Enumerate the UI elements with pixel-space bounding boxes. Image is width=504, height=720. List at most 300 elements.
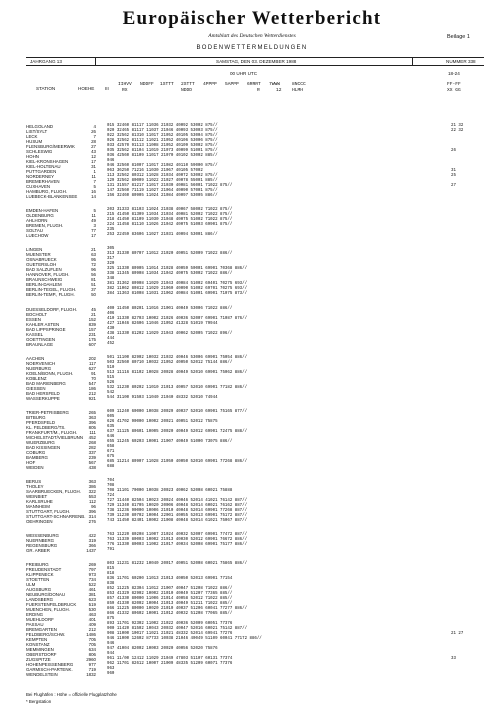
- station-data: 708: [107, 484, 115, 488]
- station-height: 977: [88, 662, 96, 667]
- station-name: MICHELSTADT/VIELBRUNN: [26, 435, 84, 440]
- station-data: 427 11046 82606 11046 21052 41328 51019 79944: [107, 322, 218, 326]
- station-data: 026 32562 81112 11021 21052 40106 53006 875//: [107, 139, 218, 143]
- station-height: 91: [91, 371, 96, 376]
- station-data: 908 11000 10017 11021 21021 48332 52014 69941 77276: [107, 632, 233, 636]
- station-height: 5: [93, 184, 96, 189]
- table-row: [0, 519, 504, 524]
- station-data: 626 41702 90000 10002 20021 40051 52012 75875: [107, 420, 218, 424]
- station-data: 944: [107, 652, 115, 656]
- station-name: BREMEN, FLUGH.: [26, 223, 64, 228]
- station-name: DUESSELDORF, FLUGH.: [26, 307, 77, 312]
- station-name: OSNABRUECK: [26, 257, 57, 262]
- station-height: 157: [88, 327, 96, 332]
- report-number: NUMMER 338: [446, 58, 476, 64]
- station-height: 7: [93, 179, 96, 184]
- station-height: 530: [88, 607, 96, 612]
- station-data: 147 32560 71119 11027 21064 40090 57001 875//: [107, 189, 218, 193]
- station-name: KLIPPENECK: [26, 572, 54, 577]
- station-data: 313 31330 80707 11012 21020 40051 52009 71022 886//: [107, 252, 233, 256]
- station-height: 805: [88, 425, 96, 430]
- station-height: 239: [88, 455, 96, 460]
- station-name: KONSTANZ: [26, 642, 50, 647]
- station-data: 444: [107, 337, 115, 341]
- station-data: 961 11/00 12412 11029 21049 47803 51107 60131 77374: [107, 657, 233, 661]
- col-xxgg: XX GG: [447, 88, 461, 93]
- station-height: 1486: [86, 632, 96, 637]
- station-data: 338 11345 80908 11034 21042 40075 53002 71022 886//: [107, 272, 233, 276]
- station-name: STUTTGART, FLUGH.: [26, 509, 71, 514]
- station-name: SOLTAU: [26, 228, 43, 233]
- station-name: WEINBIET: [26, 494, 48, 499]
- station-data: 946 11000 12602 87733 10038 21046 40049 51109 60041 77172 886//: [107, 637, 262, 641]
- station-height: 186: [88, 386, 96, 391]
- station-name: WUERZBURG: [26, 440, 55, 445]
- station-name: PUTTGARDEN: [26, 169, 57, 174]
- station-name: STOETTEN: [26, 577, 50, 582]
- station-height: 1832: [86, 672, 96, 677]
- station-data: 609 11240 60000 10038 20029 40037 52010 69901 75165 877//: [107, 410, 248, 414]
- station-height: 634: [88, 647, 96, 652]
- station-data: 857 41330 80000 11006 21014 40058 52012 71022 885//: [107, 597, 233, 601]
- station-height: 212: [88, 391, 96, 396]
- station-data: 381 31362 80908 11029 21043 40084 51002 69401 70275 693//: [107, 282, 248, 286]
- station-name: SCHLESWIG: [26, 149, 53, 154]
- station-data: 113 32562 80312 11028 21034 40072 53002 875//: [107, 174, 218, 178]
- station-data: 305: [107, 247, 115, 251]
- station-data: 410 11330 82703 10002 21026 40036 52007 69901 71087 876//: [107, 317, 248, 321]
- col-nddff: NDDFF: [140, 82, 154, 87]
- station-height: 705: [88, 637, 96, 642]
- station-name: OLDENBURG: [26, 213, 54, 218]
- station-name: HANNOVER, FLUGH.: [26, 272, 70, 277]
- station-height: 607: [88, 342, 96, 347]
- station-height: 17: [91, 233, 96, 238]
- station-height: 45: [91, 307, 96, 312]
- station-height: 463: [88, 612, 96, 617]
- station-data: 218 41450 81109 11030 21048 40075 51002 71022 875//: [107, 218, 233, 222]
- station-data: 215 41450 81309 11034 21034 40081 52002 71022 875//: [107, 213, 233, 217]
- station-data: 866 41332 80602 10001 21012 40032 51208 77065 885//: [107, 612, 233, 616]
- time-header-2: 18-24: [448, 71, 460, 76]
- station-name: KAHLER ASTEN: [26, 322, 60, 327]
- station-height: 553: [88, 494, 96, 499]
- col-2sttt: 2STTT: [181, 82, 195, 87]
- station-name: SAARBRUECKEN, FLUGH.: [26, 489, 81, 494]
- station-data: 675: [107, 455, 115, 459]
- table-row: [0, 342, 504, 347]
- col-iii: III: [105, 86, 109, 91]
- station-name: FELDBERG/SCHW.: [26, 632, 66, 637]
- station-height: 567: [88, 460, 96, 465]
- station-height: 37: [91, 287, 96, 292]
- station-name: NUERNBERG: [26, 538, 55, 543]
- col-rx: RX: [122, 88, 128, 93]
- col-5appp: 5APPP: [225, 82, 239, 87]
- footnote-airports: Bei Flughäfen : Höhe = offizielle Flugplatzhöhe: [26, 692, 117, 697]
- station-data: 818: [107, 572, 115, 576]
- station-name: NORDERNEY: [26, 174, 55, 179]
- station-name: REGENSBURG: [26, 543, 58, 548]
- station-height: 231: [88, 332, 96, 337]
- col-nddd: NDDD: [181, 88, 193, 93]
- station-data: 022 32562 81310 11017 21052 40105 53004 875//: [107, 134, 218, 138]
- station-data: 033 42570 91113 11008 21052 40109 53002 875//: [107, 144, 218, 148]
- station-name: COBURG: [26, 450, 46, 455]
- station-height: 319: [88, 538, 96, 543]
- station-extra: 21 27: [451, 632, 464, 636]
- station-data: 671: [107, 450, 115, 454]
- station-name: LIST/SYLT: [26, 129, 48, 134]
- station-name: LANDSBERG: [26, 597, 54, 602]
- station-extra: 22 32: [451, 129, 464, 133]
- table-row: [0, 396, 504, 401]
- station-data: 452: [107, 342, 115, 346]
- station-name: ULM: [26, 582, 36, 587]
- station-name: AACHEN: [26, 356, 45, 361]
- station-height: 77: [91, 228, 96, 233]
- station-height: 111: [89, 430, 96, 435]
- station-data: 430: [107, 327, 115, 331]
- station-height: 50: [91, 292, 96, 297]
- station-name: KIEL-KRONSHAGEN: [26, 159, 69, 164]
- station-name: LECK: [26, 134, 38, 139]
- station-height: 547: [88, 381, 96, 386]
- footnote-mountain: * Bergstation: [26, 699, 52, 704]
- station-data: 637 11125 80601 10005 20020 40049 52012 69901 72475 888//: [107, 430, 248, 434]
- station-height: 11: [91, 174, 96, 179]
- station-name: BERLIN-DAHLEM: [26, 282, 62, 287]
- station-height: 63: [91, 252, 96, 257]
- col-4pppp: 4PPPP: [203, 82, 217, 87]
- station-data: 515: [107, 376, 115, 380]
- station-data: 224 11458 81110 11026 21042 40075 51003 69901 875//: [107, 223, 233, 227]
- station-height: 623: [88, 597, 96, 602]
- station-data: 743 11450 82401 10002 21008 40048 52014 61021 75067 887//: [107, 519, 248, 523]
- station-name: WENDELSTEIN: [26, 672, 58, 677]
- station-name: OEHRINGEN: [26, 519, 53, 524]
- station-height: 396: [88, 420, 96, 425]
- station-name: HUSUM: [26, 139, 43, 144]
- station-height: 627: [88, 366, 96, 371]
- station-data: 963: [107, 667, 115, 671]
- station-name: FUERSTENFELDBRUCK: [26, 602, 77, 607]
- station-height: 276: [88, 519, 96, 524]
- station-data: 685 11214 80907 11028 21050 40050 52010 69901 77268 886//: [107, 460, 248, 464]
- station-data: 131 31557 81217 11017 21030 40081 56001 71022 875//: [107, 184, 233, 188]
- station-name: BRAUNSCHWEIG: [26, 277, 63, 282]
- station-data: 035 32562 81104 11019 21073 40099 51001 875//: [107, 149, 218, 153]
- station-name: KASSEL: [26, 332, 44, 337]
- station-height: 7: [93, 134, 96, 139]
- station-data: 544 31100 91503 11040 21040 48332 52010 74944: [107, 396, 218, 400]
- station-height: 72: [91, 262, 96, 267]
- station-extra: 26: [451, 149, 456, 153]
- station-height: 3: [93, 223, 96, 228]
- station-height: 202: [88, 356, 96, 361]
- station-name: BAD KISSINGEN: [26, 445, 61, 450]
- station-name: MUENSTER: [26, 252, 51, 257]
- station-height: 839: [88, 322, 96, 327]
- station-height: 734: [88, 577, 96, 582]
- station-height: 96: [91, 267, 96, 272]
- station-data: 893 11701 92302 11002 21022 40036 52009 60051 77376: [107, 622, 233, 626]
- station-data: 946: [107, 642, 115, 646]
- table-row: [0, 194, 504, 199]
- table-row: [0, 548, 504, 553]
- station-data: 036 42560 81109 11017 21070 40102 53002 885//: [107, 154, 218, 158]
- station-height: 409: [88, 622, 96, 627]
- station-name: GIESSEN: [26, 386, 46, 391]
- station-height: 438: [88, 465, 96, 470]
- station-name: FRANKFURT/M., FLUGH.: [26, 430, 78, 435]
- station-name: AUGSBURG: [26, 587, 52, 592]
- station-name: OBERSTDORF: [26, 652, 57, 657]
- station-height: 152: [88, 317, 96, 322]
- station-data: 853 41329 82902 10002 21010 40049 51207 77365 885//: [107, 592, 233, 596]
- station-height: 21: [91, 247, 96, 252]
- station-data: 253 22459 83606 11027 21031 40094 53001 886//: [107, 233, 218, 237]
- station-data: 235: [107, 228, 115, 232]
- station-name: KOELN/BONN, FLUGH.: [26, 371, 74, 376]
- station-name: BAD SALZUFLEN: [26, 267, 62, 272]
- station-height: 452: [88, 435, 96, 440]
- station-name: FREUDENSTADT: [26, 567, 62, 572]
- col-6rrrt: 6RRRT: [247, 82, 261, 87]
- station-height: 401: [88, 617, 96, 622]
- table-row: [0, 465, 504, 470]
- table-row: [0, 672, 504, 677]
- station-height: 81: [91, 277, 96, 282]
- page-title: Europäischer Wetterbericht: [122, 8, 382, 29]
- station-height: 386: [88, 484, 96, 489]
- station-name: WEIDEN: [26, 465, 44, 470]
- station-name: AHLHORN: [26, 218, 48, 223]
- station-height: 49: [91, 218, 96, 223]
- station-height: 96: [91, 504, 96, 509]
- station-name: FREIBURG: [26, 562, 49, 567]
- station-height: 17: [91, 159, 96, 164]
- section-title: BODENWETTERMELDUNGEN: [196, 45, 308, 51]
- station-name: BAMBERG: [26, 455, 48, 460]
- info-divider-2: [412, 57, 413, 65]
- station-height: 21: [91, 312, 96, 317]
- report-date: SAMSTAG, DEN 03. DEZEMBER 1988: [216, 58, 297, 64]
- station-name: HOHN: [26, 154, 39, 159]
- station-extra: 21 32: [451, 124, 464, 128]
- station-name: WEISSENBURG: [26, 533, 59, 538]
- station-height: 16: [91, 189, 96, 194]
- station-data: 724: [107, 494, 115, 498]
- station-data: 015 32460 81117 11036 21032 40092 53002 875//: [107, 124, 218, 128]
- station-name: BAD HERSFELD: [26, 391, 60, 396]
- station-height: 27: [91, 144, 96, 149]
- station-name: ZUGSPITZE: [26, 657, 51, 662]
- station-name: BITBURG: [26, 415, 46, 420]
- station-data: 900 11420 81502 10043 20032 40047 52016 60021 75142 887//: [107, 627, 248, 631]
- station-name: GOETTINGEN: [26, 337, 56, 342]
- station-data: 526: [107, 381, 115, 385]
- station-data: 129 32562 80009 11022 21027 40078 55001 885//: [107, 179, 218, 183]
- station-name: PASSAU: [26, 622, 44, 627]
- station-data: 317: [107, 257, 115, 261]
- station-name: LUECHOW: [26, 233, 49, 238]
- station-data: 046: [107, 159, 115, 163]
- station-name: FLENSBURG/MEERWIK: [26, 144, 75, 149]
- station-name: TRIER-PETRISBERG: [26, 410, 69, 415]
- station-data: 875: [107, 617, 115, 621]
- station-extra: 25: [451, 174, 456, 178]
- station-height: 282: [88, 445, 96, 450]
- col-7www: 7WWW: [269, 82, 281, 87]
- station-data: 384 11363 81008 11031 21062 40084 51001 69901 71075 873//: [107, 292, 248, 296]
- station-height: 422: [88, 533, 96, 538]
- station-height: 51: [91, 282, 96, 287]
- jahrgang-label: JAHRGANG 13: [30, 58, 62, 64]
- info-divider-1: [95, 57, 96, 65]
- station-height: 322: [88, 489, 96, 494]
- station-name: MEMMINGEN: [26, 647, 54, 652]
- table-row: [0, 233, 504, 238]
- station-height: 265: [88, 410, 96, 415]
- col-8nccc: 8NCCC: [292, 82, 306, 87]
- station-height: 522: [88, 582, 96, 587]
- station-height: 797: [88, 567, 96, 572]
- station-data: 866 11225 80000 10020 21010 40037 51206 60041 77277 886//: [107, 607, 248, 611]
- station-height: 461: [88, 587, 96, 592]
- station-data: 438 11330 81202 11029 21043 40062 52005 71022 896//: [107, 332, 233, 336]
- station-height: 112: [89, 499, 96, 504]
- station-height: 314: [88, 514, 96, 519]
- station-height: 337: [88, 450, 96, 455]
- station-height: 12: [91, 154, 96, 159]
- station-data: 605: [107, 415, 115, 419]
- station-data: 063 36250 71216 11030 21067 40105 57002: [107, 169, 203, 173]
- station-data: 646: [107, 435, 115, 439]
- station-data: 729 11340 81705 10020 20006 40048 52014 60021 76162 887//: [107, 504, 248, 508]
- station-name: KARLSRUHE: [26, 499, 53, 504]
- station-data: 776 11330 80003 11002 21017 40034 52008 69901 75177 886//: [107, 543, 248, 547]
- station-name: MUEHLDORF: [26, 617, 54, 622]
- col-ffff: FF-FF: [447, 82, 461, 87]
- station-name: STUTTGART-SCHNARRENB.: [26, 514, 86, 519]
- station-data: 655 11245 60203 10001 21007 40049 51000 73075 886//: [107, 440, 233, 444]
- station-height: 519: [88, 602, 96, 607]
- beilage-label: Beilage 1: [447, 34, 470, 40]
- station-data: 838: [107, 582, 115, 586]
- station-height: 719: [88, 667, 96, 672]
- station-data: 738 11236 90000 10006 21010 40048 52014 69901 77268 887//: [107, 509, 248, 513]
- station-data: 542: [107, 391, 115, 395]
- station-name: ERDING: [26, 612, 44, 617]
- station-name: HOHENPEISSENBERG: [26, 662, 74, 667]
- station-name: MANNHEIM: [26, 504, 50, 509]
- station-extra: 31: [451, 169, 456, 173]
- station-height: 1437: [86, 548, 96, 553]
- station-data: 503 32560 80710 10032 21052 40050 52012 75144 886//: [107, 361, 233, 365]
- station-name: LUEBECK-BLANKENSEE: [26, 194, 78, 199]
- col-hlmh: HLMH: [292, 88, 304, 93]
- station-data: 704: [107, 479, 115, 483]
- station-height: 175: [88, 337, 96, 342]
- table-row: [0, 292, 504, 297]
- station-name: BREMGARTEN: [26, 627, 57, 632]
- station-data: 658: [107, 445, 115, 449]
- station-name: HOF: [26, 460, 36, 465]
- station-height: 268: [88, 440, 96, 445]
- station-height: 11: [91, 213, 96, 218]
- station-name: NOERVENICH: [26, 361, 56, 366]
- station-data: 400 11450 80201 11016 21001 40049 53006 71022 886//: [107, 307, 233, 311]
- station-height: 31: [91, 164, 96, 169]
- station-data: 156 32460 80905 11024 21084 40097 53005 886//: [107, 194, 218, 198]
- station-height: 921: [88, 396, 96, 401]
- station-name: HELGOLAND: [26, 124, 54, 129]
- station-extra: 27: [451, 184, 456, 188]
- station-data: 836 11701 60200 11013 21013 40050 52013 69901 77154: [107, 577, 233, 581]
- station-extra: 33: [451, 657, 456, 661]
- station-height: 212: [88, 627, 96, 632]
- station-data: 513 11116 81102 10028 20028 40049 52010 69901 75062 886//: [107, 371, 248, 375]
- station-name: BERLIN-TEGEL, FLUGH.: [26, 287, 77, 292]
- station-name: BERUS: [26, 479, 42, 484]
- station-data: 852 11225 82304 11012 21007 40047 51208 71022 886//: [107, 587, 233, 591]
- col-station: STATION: [36, 86, 56, 91]
- station-name: KIEL-HOLTENAU: [26, 164, 61, 169]
- station-name: BREMERHAVEN: [26, 179, 60, 184]
- station-name: GUETERSLOH: [26, 262, 57, 267]
- station-height: 95: [91, 257, 96, 262]
- station-name: BRAUNLAGE: [26, 342, 54, 347]
- station-data: 763 11220 80208 11007 21024 40032 52007 69901 77472 887//: [107, 533, 248, 537]
- station-height: 806: [88, 652, 96, 657]
- col-12: 12: [276, 88, 282, 93]
- station-name: CUXHAVEN: [26, 184, 51, 189]
- station-data: 501 11100 82902 10032 21032 40046 53006 69901 75054 886//: [107, 356, 248, 360]
- station-name: ESSEN: [26, 317, 41, 322]
- station-name: BOCHOLT: [26, 312, 47, 317]
- station-data: 815: [107, 567, 115, 571]
- station-data: 203 31333 81103 11024 21038 40067 58002 71022 875//: [107, 208, 233, 212]
- station-height: 363: [88, 415, 96, 420]
- time-header: 00 UHR UTC: [230, 71, 258, 76]
- col-r: R: [257, 88, 260, 93]
- station-name: NUERBURG: [26, 366, 52, 371]
- station-data: 763 11339 80003 10002 21013 40030 52012 69901 76672 886//: [107, 538, 248, 542]
- station-name: KEMPTEN: [26, 637, 48, 642]
- station-name: WASSERKUPPE: [26, 396, 60, 401]
- station-data: 708 11101 70000 10038 20023 40062 52008 60021 75888: [107, 489, 233, 493]
- station-name: THOLEY: [26, 484, 44, 489]
- station-height: 2960: [86, 657, 96, 662]
- station-height: 1: [93, 169, 96, 174]
- station-data: 962 11701 82612 10007 21009 48335 51209 60071 77376: [107, 662, 233, 666]
- station-name: BERLIN-TEMP., FLUGH.: [26, 292, 75, 297]
- col-hoehe: HOEHE: [78, 86, 95, 91]
- station-name: KOBLENZ: [26, 376, 47, 381]
- station-height: 396: [88, 509, 96, 514]
- station-data: 046 32560 81007 11017 21082 40110 59000 875//: [107, 164, 218, 168]
- station-data: 859 41330 82002 10004 21013 40049 51211 71022 885//: [107, 602, 233, 606]
- station-name: BAD MARIENBERG: [26, 381, 66, 386]
- station-height: 363: [88, 479, 96, 484]
- station-data: 791: [107, 548, 115, 552]
- station-height: 705: [88, 642, 96, 647]
- station-data: 960: [107, 672, 115, 676]
- station-height: 5: [93, 208, 96, 213]
- page-subtitle: Amtsblatt des Deutschen Wetterdienstes: [208, 33, 296, 39]
- station-data: 510: [107, 366, 115, 370]
